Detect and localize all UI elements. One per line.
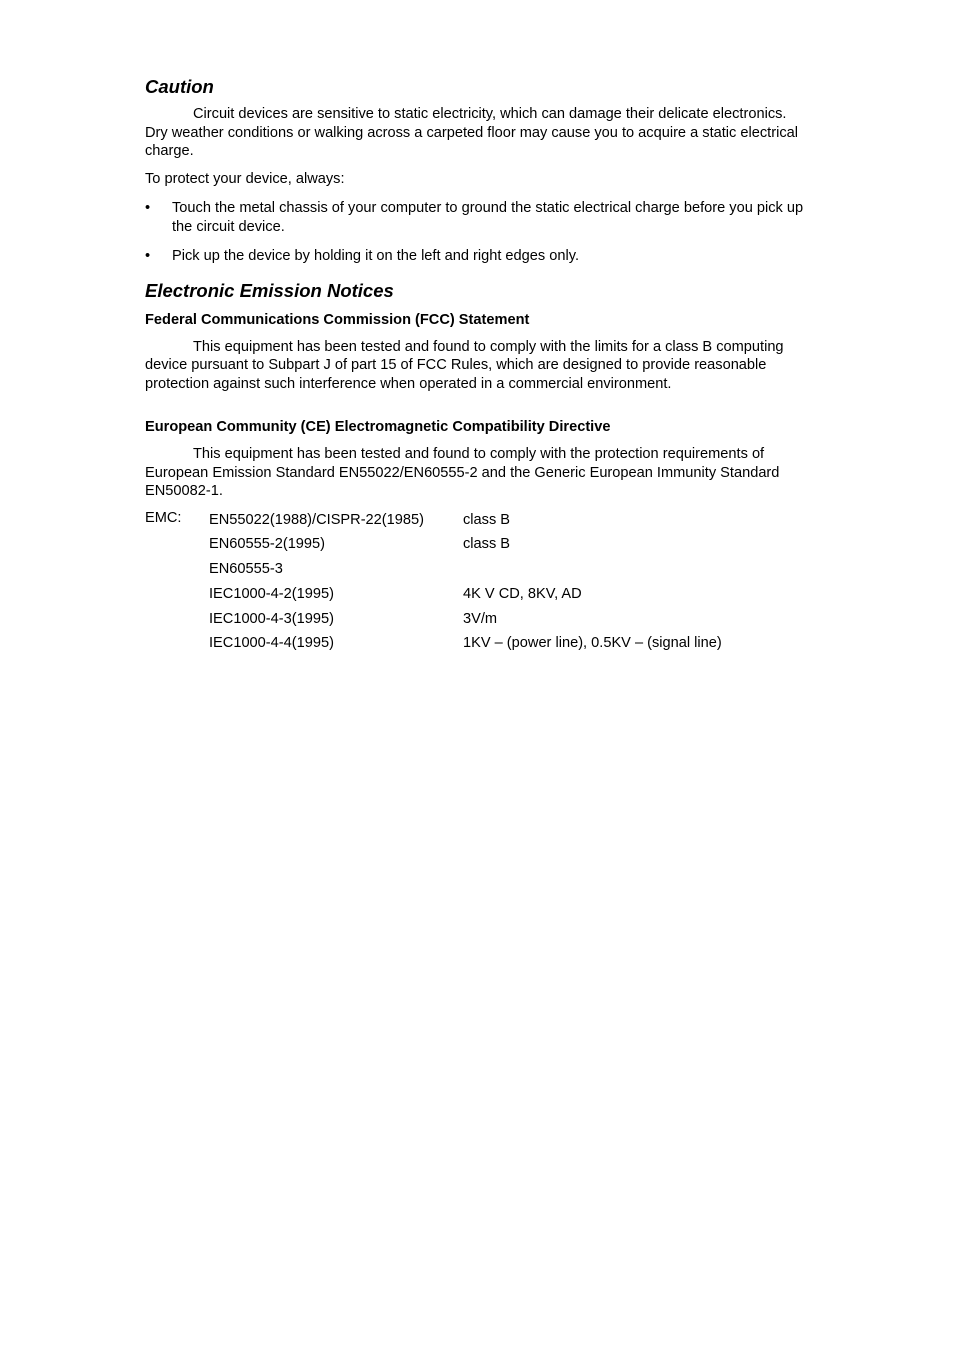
table-row: [209, 608, 722, 633]
protect-intro: To protect your device, always:: [145, 170, 345, 187]
emc-table: [209, 509, 722, 658]
table-row: [209, 509, 722, 534]
list-item: [145, 247, 810, 266]
fcc-paragraph: This equipment has been tested and found to comply with the limits for a class B computing device pursuant to Subpart J of part 15 of FCC Rules, which are designed to provide reasonable protection against such interference when operated in a commercial environment.: [145, 338, 784, 392]
table-row: [209, 533, 722, 558]
emc-value: 1KV – (power line), 0.5KV – (signal line): [463, 635, 722, 652]
emc-standard: EN60555-2(1995): [209, 536, 326, 553]
emc-value: class B: [463, 536, 511, 553]
document-page: [145, 76, 810, 657]
emc-standard: EN60555-3: [209, 561, 283, 578]
caution-paragraph: Circuit devices are sensitive to static electricity, which can damage their delicate electronics. Dry weather conditions or walking across a carpeted floor may cause you to acquire a static electrical charge.: [145, 106, 798, 159]
emission-heading: Electronic Emission Notices: [145, 279, 394, 301]
bullet-icon: •: [145, 200, 151, 216]
emc-standard: IEC1000-4-4(1995): [209, 635, 334, 652]
emc-value: class B: [463, 511, 511, 528]
list-item: [145, 199, 810, 236]
bullet-text: Pick up the device by holding it on the left and right edges only.: [172, 248, 579, 264]
table-row: [209, 558, 722, 583]
emc-standard: EN55022(1988)/CISPR-22(1985): [209, 511, 424, 528]
table-row: [209, 632, 722, 657]
caution-bullet-list: [145, 199, 810, 266]
emc-value: 4K V CD, 8KV, AD: [463, 585, 582, 602]
emc-block: [145, 509, 810, 658]
emc-standard: IEC1000-4-2(1995): [209, 585, 334, 602]
ce-heading: European Community (CE) Electromagnetic Compatibility Directive: [145, 419, 611, 435]
ce-paragraph: This equipment has been tested and found to comply with the protection requirements of European Emission Standard EN55022/EN60555-2 and the Generic European Immunity Standard EN50082-1.: [145, 446, 780, 499]
caution-heading: Caution: [145, 76, 214, 97]
emc-value: 3V/m: [463, 610, 498, 627]
emc-value: [463, 558, 722, 583]
bullet-text: Touch the metal chassis of your computer to ground the static electrical charge before you pick up the circuit device.: [172, 200, 804, 235]
fcc-heading: Federal Communications Commission (FCC) Statement: [145, 311, 530, 328]
emc-standard: IEC1000-4-3(1995): [209, 610, 334, 627]
table-row: [209, 583, 722, 608]
bullet-icon: •: [145, 248, 151, 264]
emc-label: EMC:: [145, 509, 182, 526]
